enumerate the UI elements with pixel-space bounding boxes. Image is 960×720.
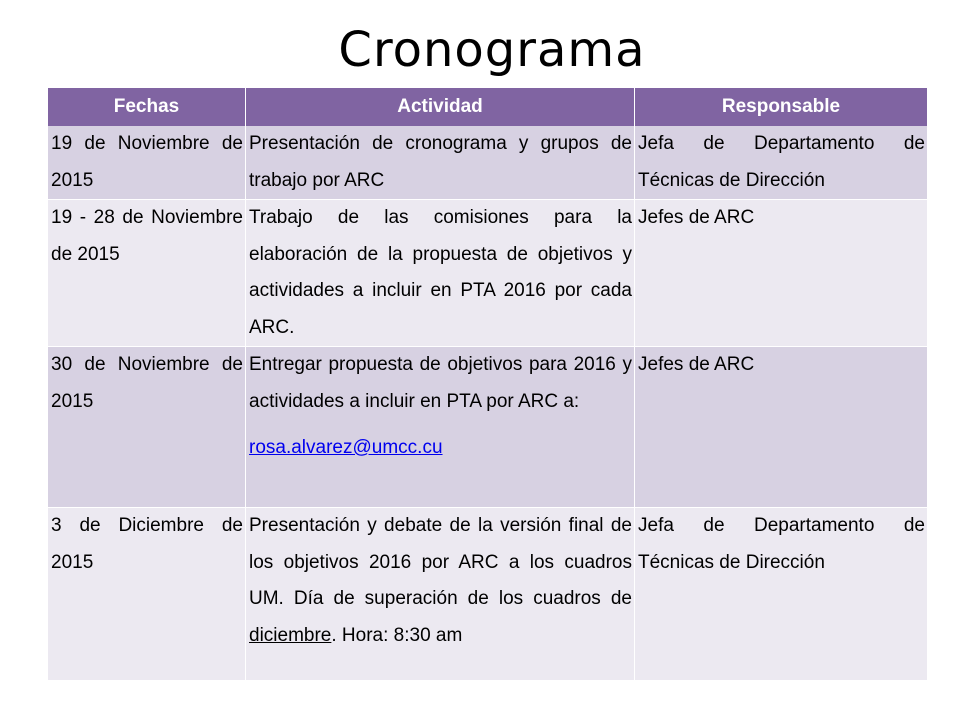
actividad-text: Entregar propuesta de objetivos para 2016 y actividades a incluir en PTA por ARC a: [249, 354, 632, 412]
cell-actividad [246, 508, 635, 681]
table-row [48, 126, 928, 200]
email-link[interactable]: rosa.alvarez@umcc.cu [249, 437, 443, 458]
cell-responsable: Jefa de Departamento de Técnicas de Dirección [635, 126, 928, 200]
cell-fecha: 19 - 28 de Noviembre de 2015 [48, 200, 246, 347]
cell-responsable: Jefes de ARC [635, 347, 928, 508]
cell-responsable: Jefes de ARC [635, 200, 928, 347]
cell-actividad [246, 347, 635, 508]
cell-responsable: Jefa de Departamento de Técnicas de Dirección [635, 508, 928, 681]
actividad-text: Presentación y debate de la versión final de los objetivos 2016 por ARC a los cuadros UM. Día de superación de los cuadros de [249, 515, 632, 609]
table-row [48, 200, 928, 347]
schedule-table [47, 88, 928, 681]
header-actividad: Actividad [246, 88, 635, 126]
header-fechas: Fechas [48, 88, 246, 126]
cell-actividad: Presentación de cronograma y grupos de trabajo por ARC [246, 126, 635, 200]
actividad-text-end: . Hora: 8:30 am [331, 624, 463, 646]
table-row [48, 347, 928, 508]
page-title: Cronograma [338, 22, 646, 78]
cell-fecha: 30 de Noviembre de 2015 [48, 347, 246, 508]
cell-fecha: 19 de Noviembre de 2015 [48, 126, 246, 200]
table-row [48, 508, 928, 681]
cell-actividad: Trabajo de las comisiones para la elaboración de la propuesta de objetivos y actividades a incluir en PTA 2016 por cada ARC. [246, 200, 635, 347]
underlined-word: diciembre [249, 624, 332, 646]
cell-fecha: 3 de Diciembre de 2015 [48, 508, 246, 681]
header-responsable: Responsable [635, 88, 928, 126]
table-header-row [48, 88, 928, 126]
